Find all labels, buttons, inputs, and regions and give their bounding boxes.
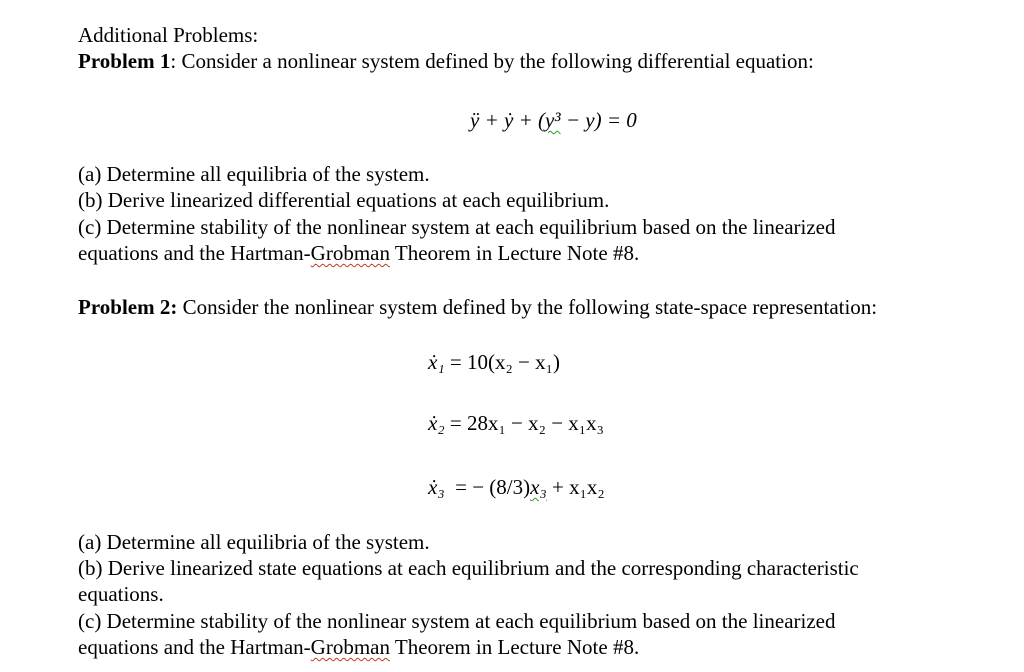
- eq-cubic: y³: [544, 108, 561, 132]
- text: Theorem in Lecture Note #8.: [390, 241, 640, 265]
- problem2-part-c-cont: [78, 634, 639, 660]
- problem1-part-b: (b) Derive linearized differential equations at each equilibrium.: [78, 188, 610, 212]
- text: Theorem in Lecture Note #8.: [390, 635, 640, 659]
- problem2-label: Problem 2:: [78, 295, 178, 319]
- problem2-part-b: (b) Derive linearized state equations at each equilibrium and the corresponding characteristic: [78, 556, 859, 580]
- eq-rhs: = 10(x₂ − x₁): [444, 350, 560, 374]
- text: equations and the Hartman-: [78, 241, 311, 265]
- eq-rest: − y) = 0: [560, 108, 637, 132]
- problem1-equation: [470, 107, 637, 133]
- problem1-part-a: (a) Determine all equilibria of the system.: [78, 162, 430, 186]
- problem1-part-c: (c) Determine stability of the nonlinear system at each equilibrium based on the linearized: [78, 215, 836, 239]
- eq-lhs: ÿ + ẏ + (: [470, 108, 545, 132]
- eq-rhs: = 28x₁ − x₂ − x₁x₃: [444, 411, 604, 435]
- problem2-part-a: (a) Determine all equilibria of the system.: [78, 530, 430, 554]
- problem2-part-c: (c) Determine stability of the nonlinear system at each equilibrium based on the linearized: [78, 609, 836, 633]
- state-equation-2: [428, 410, 604, 436]
- problem1-part-c-cont: [78, 240, 639, 266]
- problem1-label: Problem 1: [78, 49, 171, 73]
- state-equation-3: [428, 474, 605, 500]
- problem1-intro: : Consider a nonlinear system defined by the following differential equation:: [170, 49, 814, 73]
- problem1-statement: [78, 48, 814, 74]
- eq-lhs: ẋ₃: [428, 475, 445, 499]
- problem2-part-b-cont: equations.: [78, 582, 164, 606]
- eq-lhs: ẋ₂: [428, 411, 445, 435]
- eq-x3: x₃: [530, 475, 547, 499]
- problem2-statement: [78, 294, 877, 320]
- eq-rhs: = − (8/3): [444, 475, 531, 499]
- state-equation-1: [428, 349, 560, 375]
- problem2-intro: Consider the nonlinear system defined by the following state-space representation:: [177, 295, 878, 319]
- eq-lhs: ẋ₁: [428, 350, 445, 374]
- eq-rhs: + x₁x₂: [546, 475, 605, 499]
- text: equations and the Hartman-: [78, 635, 311, 659]
- heading: Additional Problems:: [78, 23, 259, 47]
- grobman-word: Grobman: [310, 635, 390, 659]
- grobman-word: Grobman: [310, 241, 390, 265]
